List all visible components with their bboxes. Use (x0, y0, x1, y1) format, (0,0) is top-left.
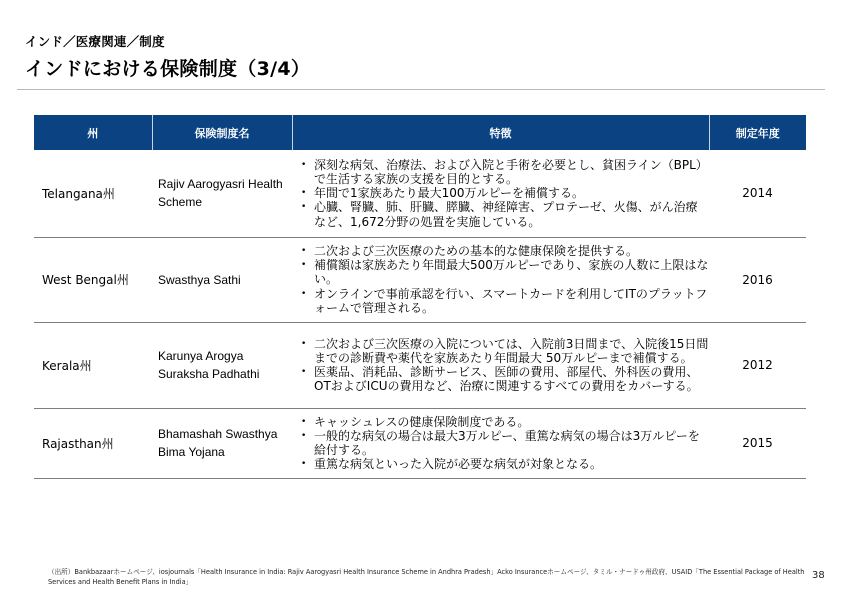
column-header-year: 制定年度 (709, 115, 806, 150)
feature-item: • 深刻な病気、治療法、および入院と手術を必要とし、貧困ライン（BPL）で生活する家族の支援を目的とする。 (301, 158, 709, 186)
feature-item: • 二次および三次医療のための基本的な健康保険を提供する。 (301, 244, 709, 258)
feature-item: • 重篤な病気といった入院が必要な病気が対象となる。 (301, 457, 709, 471)
column-header-features: 特徴 (292, 115, 709, 150)
features-cell (292, 237, 709, 322)
scheme-name: Swasthya Sathi (158, 272, 241, 287)
table-row (34, 150, 806, 237)
year-cell: 2012 (709, 322, 806, 408)
table-row (34, 322, 806, 408)
insurance-schemes-table (34, 115, 806, 479)
column-header-state: 州 (34, 115, 152, 150)
features-cell (292, 150, 709, 237)
scheme-name: Bhamashah Swasthya Bima Yojana (158, 427, 278, 459)
state-cell: West Bengal州 (34, 237, 152, 322)
year-cell: 2016 (709, 237, 806, 322)
scheme-name: Rajiv Aarogyasri Health Scheme (158, 177, 283, 210)
feature-item: • キャッシュレスの健康保険制度である。 (301, 415, 709, 429)
feature-item: • 医薬品、消耗品、診断サービス、医師の費用、部屋代、外科医の費用、OTおよびICUの費用など、治療に関連するすべての費用をカバーする。 (301, 365, 709, 393)
source-note: （出所）Bankbazaarホームページ、iosjournals「Health Insurance in India: Rajiv Aarogyasri Health Insurance Scheme in Andhra Pradesh」Acko Insuranceホームページ、タミル・ナードゥ州政府、USAID「The Essential Package of Health Services and Health Benefit Plans in India」 (48, 568, 805, 586)
table-row (34, 237, 806, 322)
scheme-name: Karunya Arogya Suraksha Padhathi (158, 349, 260, 381)
page-number: 38 (812, 570, 825, 581)
state-cell: Telangana州 (34, 150, 152, 237)
state-cell: Kerala州 (34, 322, 152, 408)
page-title: インドにおける保険制度（3/4） (25, 58, 311, 80)
column-header-scheme-name: 保険制度名 (152, 115, 292, 150)
table-header-row (34, 115, 806, 150)
features-list (301, 158, 709, 229)
scheme-cell (152, 150, 292, 237)
breadcrumb: インド／医療関連／制度 (25, 34, 165, 49)
scheme-cell (152, 322, 292, 408)
feature-item: • 一般的な病気の場合は最大3万ルピー、重篤な病気の場合は3万ルピーを給付する。 (301, 429, 709, 457)
features-list (301, 244, 709, 315)
year-cell: 2015 (709, 408, 806, 478)
table-row (34, 408, 806, 478)
title-divider (17, 89, 825, 90)
scheme-cell (152, 237, 292, 322)
features-cell (292, 322, 709, 408)
feature-item: • 心臓、腎臓、肺、肝臓、膵臓、神経障害、プロテーゼ、火傷、がん治療など、1,672分野の処置を実施している。 (301, 200, 709, 228)
feature-item: • 年間で1家族あたり最大100万ルピーを補償する。 (301, 186, 709, 200)
scheme-cell (152, 408, 292, 478)
feature-item: • 補償額は家族あたり年間最大500万ルピーであり、家族の人数に上限はない。 (301, 258, 709, 286)
year-cell: 2014 (709, 150, 806, 237)
feature-item: • オンラインで事前承認を行い、スマートカードを利用してITのプラットフォームで管理される。 (301, 287, 709, 315)
features-list (301, 415, 709, 472)
features-list (301, 337, 709, 394)
feature-item: • 二次および三次医療の入院については、入院前3日間まで、入院後15日間までの診断費や薬代を家族あたり年間最大 50万ルピーまで補償する。 (301, 337, 709, 365)
features-cell (292, 408, 709, 478)
state-cell: Rajasthan州 (34, 408, 152, 478)
